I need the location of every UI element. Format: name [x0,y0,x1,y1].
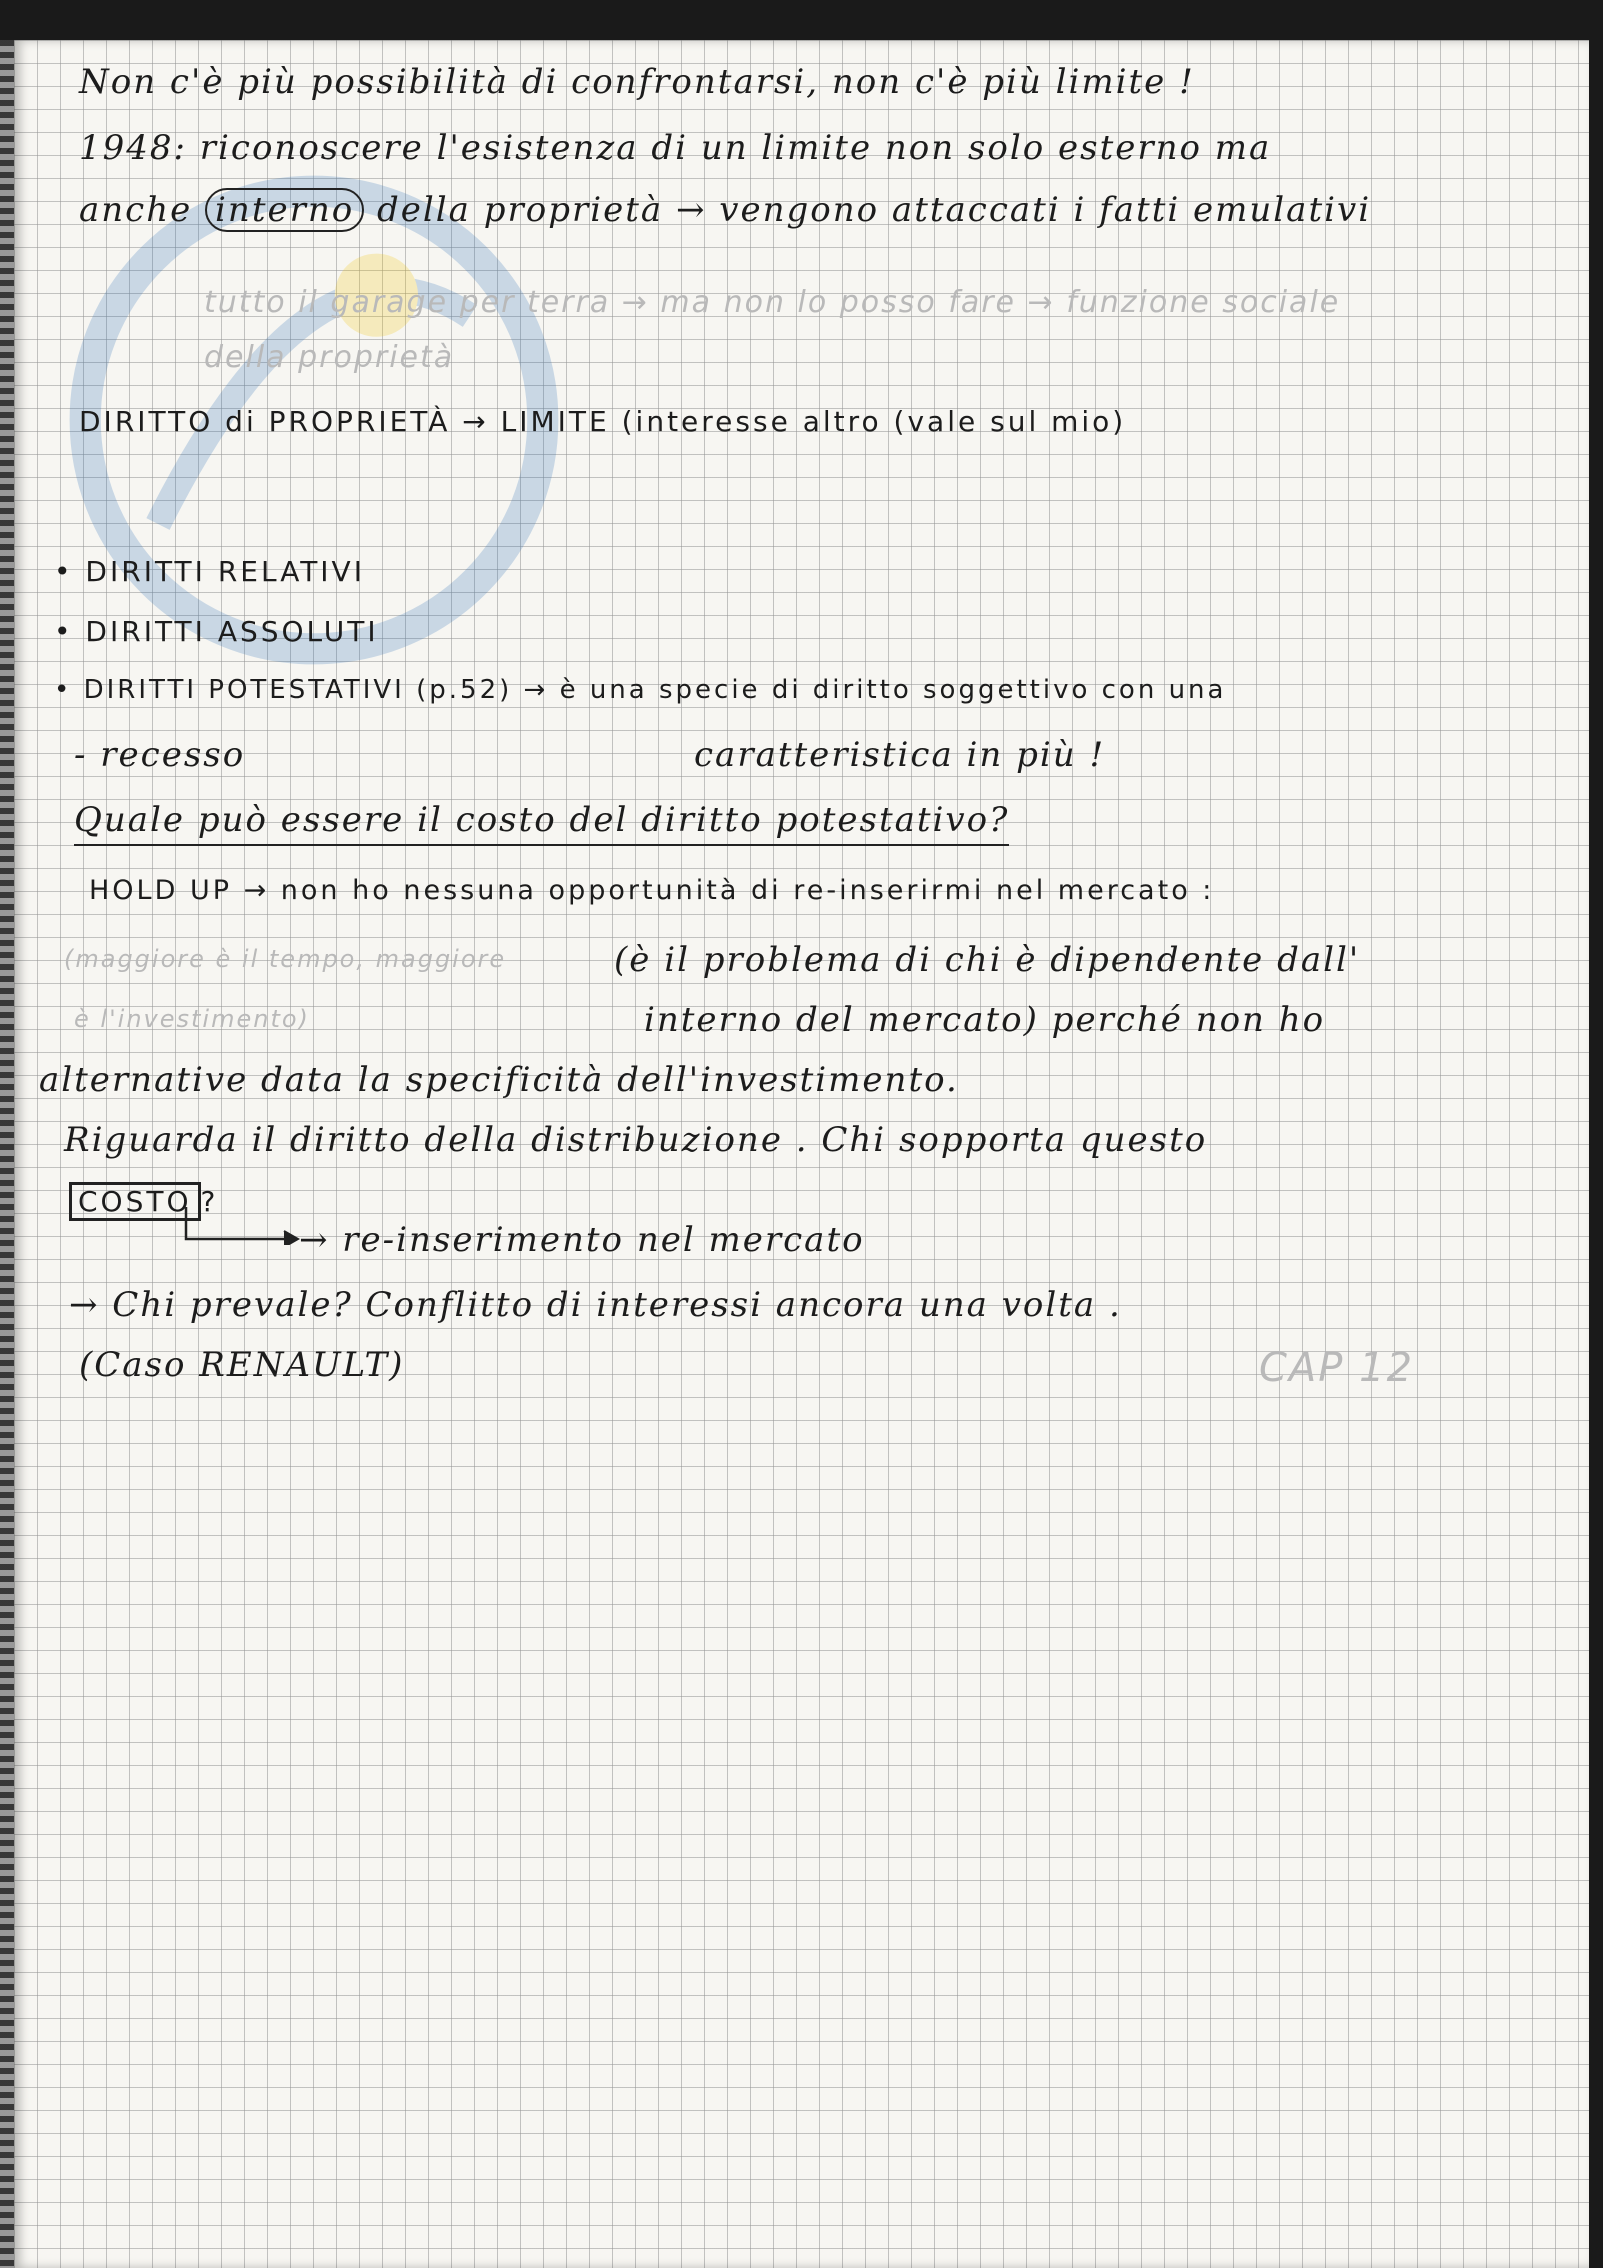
text-word-anche: anche [79,190,193,230]
bullet-diritti-potestativi: • DIRITTI POTESTATIVI (p.52) → è una specie di diritto soggettivo con una [54,675,1227,705]
bullet-diritti-assoluti: • DIRITTI ASSOLUTI [54,615,379,648]
notebook-page [14,40,1589,2268]
question-heading: Quale può essere il costo del diritto potestativo? [74,800,1009,846]
text-alternative: alternative data la specificità dell'investimento. [39,1060,959,1100]
text-line-diritto-proprieta: DIRITTO di PROPRIETÀ → LIMITE (interesse altro (vale sul mio) [79,405,1127,438]
text-line-1: Non c'è più possibilità di confrontarsi, non c'è più limite ! [79,62,1195,102]
text-hold-up-3: interno del mercato) perché non ho [644,1000,1326,1040]
text-caso-renault: (Caso RENAULT) [79,1345,405,1385]
question-mark: ? [200,1185,219,1218]
faint-line-2: della proprietà [204,340,455,375]
bullet-diritti-relativi: • DIRITTI RELATIVI [54,555,365,588]
faint-note-1: (maggiore è il tempo, maggiore [64,945,507,973]
faint-line-1: tutto il garage per terra → ma non lo posso fare → funzione sociale [204,285,1341,320]
text-line-3 [79,190,1371,230]
boxed-word-costo: COSTO [69,1182,201,1221]
faint-note-2: è l'investimento) [74,1005,310,1033]
text-line-2: 1948: riconoscere l'esistenza di un limite non solo esterno ma [79,128,1272,168]
text-reinserimento: → re-inserimento nel mercato [299,1220,865,1260]
arrow-connector [184,1205,304,1245]
text-cap-12: CAP 12 [1259,1345,1415,1391]
text-riguarda: Riguarda il diritto della distribuzione . Chi sopporta questo [64,1120,1208,1160]
text-chi-prevale: → Chi prevale? Conflitto di interessi ancora una volta . [69,1285,1122,1325]
text-recesso: - recesso [74,735,246,775]
text-hold-up: HOLD UP → non ho nessuna opportunità di re-inserirmi nel mercato : [89,875,1215,906]
text-caratteristica: caratteristica in più ! [694,735,1106,775]
text-hold-up-2: (è il problema di chi è dipendente dall' [614,940,1361,980]
circled-word-interno: interno [205,188,364,232]
text-line-3-rest: della proprietà → vengono attaccati i fatti emulativi [377,190,1372,230]
